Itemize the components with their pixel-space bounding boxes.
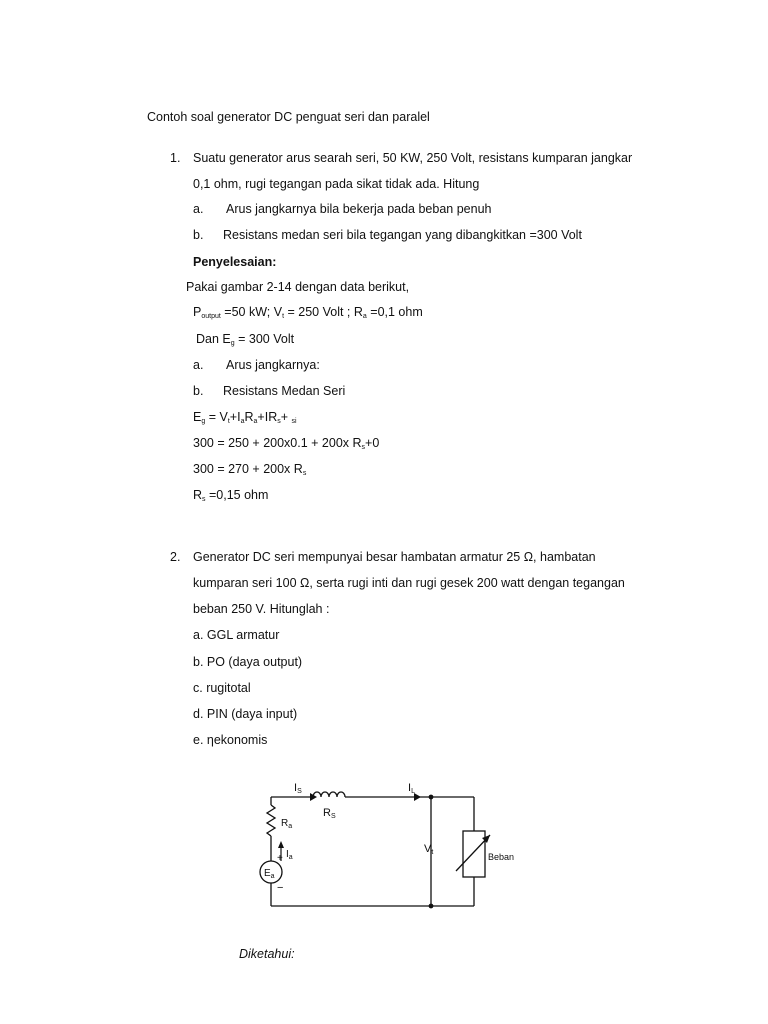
diketahui-label: Diketahui: — [239, 947, 295, 961]
question-a-text: Arus jangkarnya bila bekerja pada beban penuh — [226, 202, 492, 216]
equation-2: 300 = 250 + 200x0.1 + 200x $R_s+0$ — [193, 436, 380, 451]
il-label: IL — [408, 782, 415, 795]
given-eg: Dan $E_g = 300$ Volt — [196, 332, 295, 347]
problem-1-number: 1. — [170, 151, 181, 165]
problem-2-item-a: a. GGL armatur — [193, 628, 280, 642]
minus-sign: − — [277, 882, 284, 894]
question-b-text: Resistans medan seri bila tegangan yang dibangkitkan =300 Volt — [223, 228, 582, 242]
junction-top — [429, 795, 434, 800]
problem-2-item-b: b. PO (daya output) — [193, 655, 303, 669]
vt-label: Vt — [424, 843, 434, 856]
problem-2-line-1: Generator DC seri mempunyai besar hambatan armatur 25 Ω, hambatan — [193, 550, 596, 564]
ra-label: $R_a$ — [281, 818, 293, 830]
solution-b-marker: b. — [193, 384, 204, 398]
solution-a-marker: a. — [193, 358, 204, 372]
ea-label: $E_a$ — [264, 868, 275, 880]
load-box — [463, 831, 485, 877]
solution-a-text: Arus jangkarnya: — [226, 358, 320, 372]
problem-1-line-1: Suatu generator arus searah seri, 50 KW, 250 Volt, resistans kumparan jangkar — [193, 151, 633, 165]
series-field-coil-inductor — [313, 792, 345, 797]
given-values: $P_{output} =50$ kW; $V_t = 250$ Volt ; $R_a =0,1$ ohm — [193, 305, 423, 320]
question-a-marker: a. — [193, 202, 204, 216]
series-generator-circuit-diagram — [250, 775, 515, 920]
ia-label: $I_a$ — [286, 849, 293, 861]
equation-1: $E_g = V_t+I_aR_a+IR_s+ _{si}$ — [193, 410, 297, 425]
problem-2-item-d: d. PIN (daya input) — [193, 707, 298, 721]
question-b-marker: b. — [193, 228, 204, 242]
junction-bottom — [429, 904, 434, 909]
is-label: IS — [294, 782, 302, 795]
problem-1-line-2: 0,1 ohm, rugi tegangan pada sikat tidak ada. Hitung — [193, 177, 480, 191]
armature-current-arrow — [278, 841, 284, 848]
problem-2-item-e: e. ηekonomis — [193, 733, 268, 747]
armature-resistor — [267, 805, 275, 836]
solution-b-text: Resistans Medan Seri — [223, 384, 346, 398]
solution-heading: Penyelesaian: — [193, 255, 277, 269]
document-title: Contoh soal generator DC penguat seri dan paralel — [147, 110, 430, 124]
equation-3: 300 = 270 + 200x $R_s$ — [193, 462, 307, 477]
given-intro: Pakai gambar 2-14 dengan data berikut, — [186, 280, 410, 294]
equation-4-result: $R_s =0,15$ ohm — [193, 488, 269, 503]
plus-sign: + — [277, 853, 283, 864]
load-current-arrow — [414, 793, 421, 801]
problem-2-number: 2. — [170, 550, 181, 564]
rs-label: RS — [323, 807, 336, 820]
problem-2-line-3: beban 250 V. Hitunglah : — [193, 602, 330, 616]
problem-2-item-c: c. rugitotal — [193, 681, 251, 695]
problem-2-line-2: kumparan seri 100 Ω, serta rugi inti dan rugi gesek 200 watt dengan tegangan — [193, 576, 625, 590]
beban-label: Beban — [488, 852, 515, 862]
